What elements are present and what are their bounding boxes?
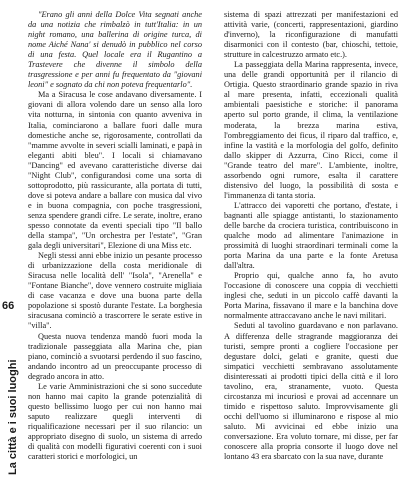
section-label: La città e i suoi luoghi [7,359,19,475]
paragraph: La passeggiata della Marina rappresenta, invece, una delle grandi opportunità per il rilancio di Ortigia. Questo straordinario grande spazio in riva al mare presenta, infatti, eccezionali qualità ambientali paesistiche e storiche: il panorama aperto sul porto grande, il clima, la ventilazione moderata, la brezza marina estiva, l'ombreggiamento dei ficus, il riparo dal traffico, e, infine la vastità e la morfologia del golfo, definito dallo skipper di Azzurra, Cino Ricci, come il "Grande teatro del mare". L'ambiente, inoltre, assorbendo ogni rumore, esalta il carattere distensivo del luogo, la possibilità di sosta e l'immanenza di tanta storia. [224,60,398,200]
paragraph: Ma a Siracusa le cose andavano diversamente. I giovani di allora volendo dare un senso alla loro vita notturna, in sintonia con quanto avveniva in Italia, cominciarono a ballare fuori dalle mura domestiche anche se, rigorosamente, controllati da "mamme avvolte in severi scialli laminati, e papà in eleganti abiti bleu". I locali si chiamavano "Dancing" ed avevano caratteristiche diverse dai "Night Club", configurandosi come una sorta di sottoprodotto, più rassicurante, alla portata di tutti, dove si poteva andare a ballare con musica dal vivo e in buona compagnia, con poche trasgressioni, senza spendere grandi cifre. Le serate, inoltre, erano spesso connotate da eventi speciali tipo "Il ballo della stampa", "Un orchestra per l'estate", "Gran gala degli universitari", Elezione di una Miss etc. [28,90,202,251]
paragraph-continued: sistema di spazi attrezzati per manifestazioni ed attività varie, (concerti, rappresentazioni, giardino d'inverno), la riconfigurazione di manufatti disarmonici con il contesto (bar, chioschi, tettoie, strutture in calcestruzzo armato etc.). [224,10,398,60]
paragraph: Seduti al tavolino guardavano e non parlavano. A differenza delle stragrande maggioranza dei turisti, sempre pronti a cogliere l'occasione per degustare dolci, gelati e granite, questi due simpatici vecchietti sembravano assolutamente disinteressati ai prodotti tipici della città e il loro tavolino, era, stranamente, vuoto. Questa circostanza mi incuriosì e provai ad accennare un timido e rispettoso saluto. Improvvisamente gli occhi dell'uomo si illuminarono e rispose al mio saluto. Mi avvicinai ed ebbe inizio una conversazione. Era voluto tornare, mi disse, per far conoscere alla propria consorte il luogo dove nel lontano 43 era sbarcato con la sua nave, durante [224,321,398,462]
page-margin [0,0,26,480]
page-number: 66 [2,300,15,312]
right-column [224,10,398,478]
paragraph: Le varie Amministrazioni che si sono succedute non hanno mai capito la grande potenzialità di questo bellissimo luogo per cui non hanno mai saputo realizzare quegli interventi di riqualificazione necessari per il suo rilancio: un appropriato disegno di suolo, un sistema di arredo di qualità con modelli figurativi coerenti con i suoi caratteri storici e morfologici, un [28,381,202,462]
column-gutter [213,18,214,468]
opening-quote: "Erano gli anni della Dolce Vita segnati anche da una notizia che rimbalzò in tutt'Italia: in un night romano, una ballerina di origine turca, di nome Aiché Nana' si denudò in pubblico nel corso di una festa. Quel locale era il Rugantino a Trastevere che divenne il simbolo della trasgressione e per anni fu frequentato da "giovani leoni" e sognato da chi non poteva frequentarlo". [28,10,202,90]
paragraph: Negli stessi anni ebbe inizio un pesante processo di urbanizzazione della costa meridionale di Siracusa nelle località dell' "Isola", "Arenella" e "Fontane Bianche", dove vennero costruite migliaia di case vacanza e dove una buona parte della popolazione si spostò durante l'estate. La borghesia siracusana cominciò a trascorrere le serate estive in "villa". [28,251,202,331]
paragraph: Questa nuova tendenza mandò fuori moda la tradizionale passeggiata alla Marina che, pian piano, cominciò a svuotarsi perdendo il suo fascino, andando incontro ad un preoccupante processo di degrado ancora in atto. [28,331,202,381]
paragraph: L'attracco dei vaporetti che portano, d'estate, i bagnanti alle spiagge antistanti, lo stazionamento delle barche da crociera turistica, contribuiscono in qualche modo ad alimentare l'animazione in prossimità di luoghi straordinari terminali come la porta Marina da una parte e la fonte Aretusa dall'altra. [224,200,398,271]
left-column [28,10,202,478]
paragraph: Proprio qui, qualche anno fa, ho avuto l'occasione di conoscere una coppia di vecchietti inglesi che, seduti in un piccolo caffè davanti la Porta Marina, fissavano il mare e la banchina dove normalmente attraccavano anche le navi militari. [224,271,398,321]
